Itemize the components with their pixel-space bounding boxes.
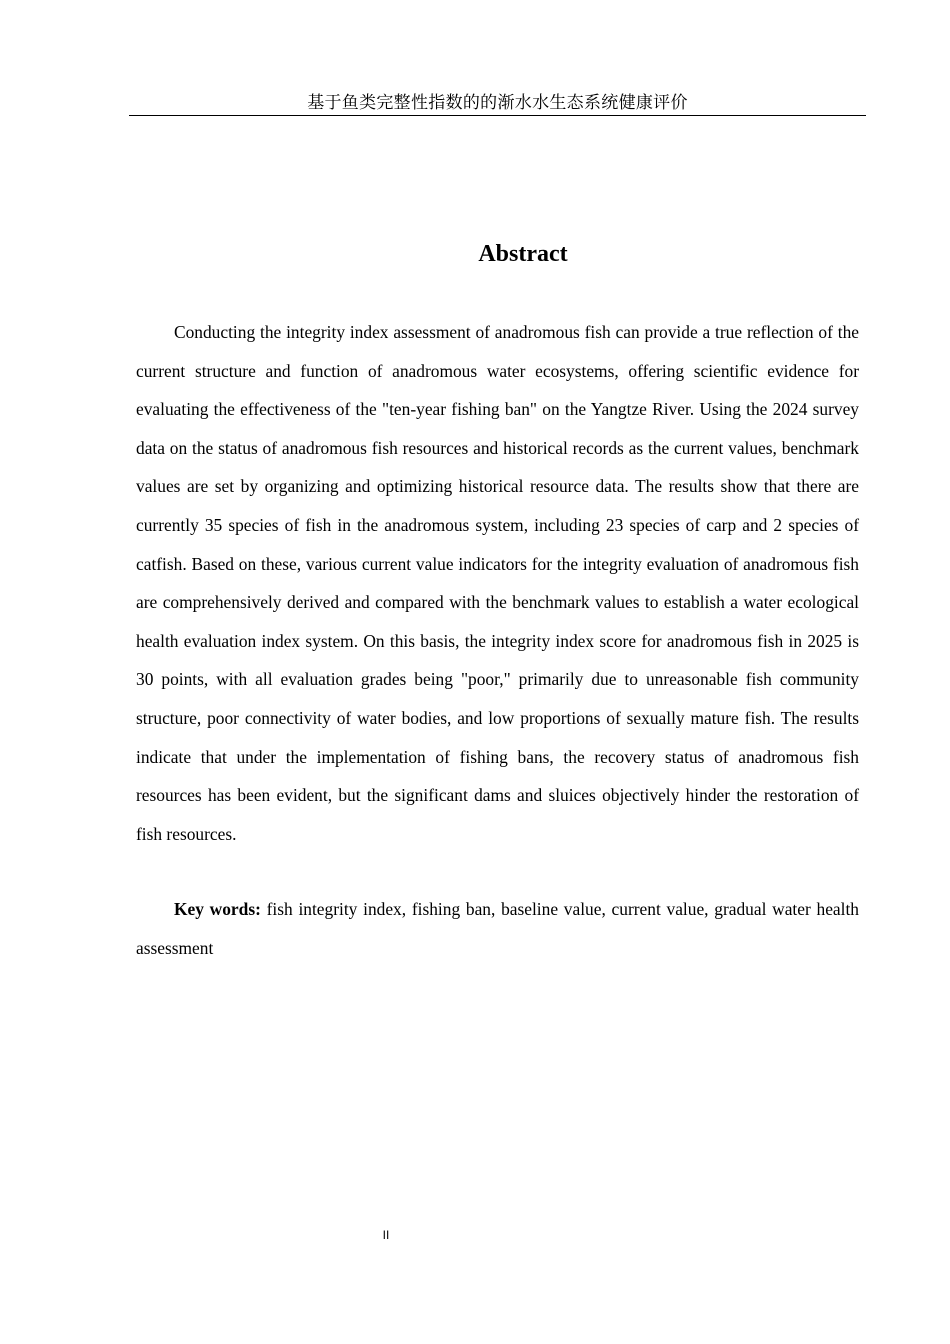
running-header <box>129 92 866 116</box>
abstract-body: Conducting the integrity index assessment of anadromous fish can provide a true reflection of the current structure and function of anadromous water ecosystems, offering scientific evidence for evaluating the effectiveness of the "ten-year fishing ban" on the Yangtze River. Using the 2024 survey data on the status of anadromous fish resources and historical records as the current values, benchmark values are set by organizing and optimizing historical resource data. The results show that there are currently 35 species of fish in the anadromous system, including 23 species of carp and 2 species of catfish. Based on these, various current value indicators for the integrity evaluation of anadromous fish are comprehensively derived and compared with the benchmark values to establish a water ecological health evaluation index system. On this basis, the integrity index score for anadromous fish in 2025 is 30 points, with all evaluation grades being "poor," primarily due to unreasonable fish community structure, poor connectivity of water bodies, and low proportions of sexually mature fish. The results indicate that under the implementation of fishing bans, the recovery status of anadromous fish resources has been evident, but the significant dams and sluices objectively hinder the restoration of fish resources. <box>136 322 859 844</box>
running-header-title: 基于鱼类完整性指数的的渐水水生态系统健康评价 <box>307 93 688 113</box>
keywords-label: Key words: <box>174 899 261 919</box>
page-number: II <box>382 1228 390 1242</box>
keywords-text: fish integrity index, fishing ban, baseline value, current value, gradual water health assessment <box>136 899 859 958</box>
abstract-title: Abstract <box>478 241 568 267</box>
keywords-paragraph <box>136 890 859 967</box>
